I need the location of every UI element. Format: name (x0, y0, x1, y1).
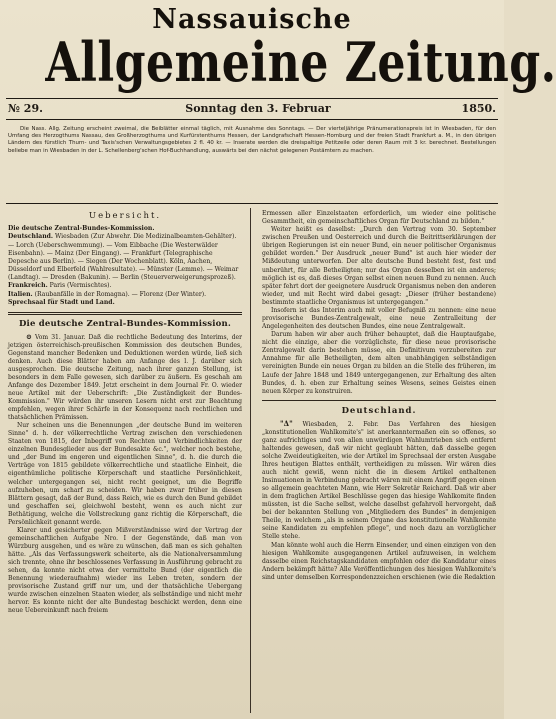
toc-entry: Frankreich. Paris (Vermischtes). (8, 282, 112, 290)
subscription-notice (8, 126, 496, 155)
section-rule (262, 400, 496, 401)
article-body (8, 333, 242, 616)
article-paragraph: Darum haben wir aber auch früher behauptet, daß die Hauptaufgabe, nicht die einzige, aber die vorzüglichste, für diese neue provisorische Zentralgewalt darin bestehen müsse, ein Definitivum vorzubereiten zur Annahme für alle Betheiligten, dem alten unabhängigen selbständigen vereinigten Bunde ein neues Organ zu bilden an die Stelle des früheren, im Laufe der Jahre 1848 und 1849 untergegangenen, zur Erhaltung des alten Bundes, d. h. eben zur Erhaltung seines Wesens, seines Geistes einen neuen Körper zu konstruiren. (262, 331, 496, 395)
article-body (262, 420, 496, 582)
article-paragraph: Ermessen aller Einzelstaaten erforderlich, um wieder eine politische Gesammtheit, ein gemeinschaftliches Organ für Deutschland zu bilden." (262, 210, 496, 226)
toc-title: Uebersicht. (88, 211, 162, 221)
notice-rule (6, 203, 498, 204)
article-paragraph: Weiter heißt es daselbst: „Durch den Vertrag vom 30. September zwischen Preußen und Oesterreich und durch die Beitrittserklärungen der übrigen Regierungen ist ein neuer Bund, ein neuer politischer Organismus gebildet worden." Der Ausdruck „neuer Bund" ist auch hier wieder der Mißdeutung unterworfen. Der alte deutsche Bund besteht fest, fest und unberührt, für alle Betheiligten; nur das Organ desselben ist ein anderes; möglich ist es, daß dieses Organ selbst einen neuen Bund zu nennen. Auch später fehrt dort der geeignetere Ausdruck Organismus neben den anderen wieder, und mit Recht wird dabei gesagt: „Dieser (früher bestandene) bestimmte staatliche Organismus ist untergegangen." (262, 226, 496, 306)
toc-entry: Italien. (Raubanfälle in der Romagna). — Florenz (Der Winter). (8, 290, 207, 298)
left-column (8, 210, 242, 616)
toc-entry: Sprechsaal für Stadt und Land. (8, 299, 115, 307)
issue-number: № 29. (8, 102, 43, 115)
right-column (262, 210, 496, 582)
column-divider (250, 208, 251, 713)
article-title: Die deutsche Zentral-Bundes-Kommission. (18, 318, 232, 329)
article-paragraph: Nur scheinen uns die Benennungen „der deutsche Bund im weiteren Sinne" d. h. der völkerrechtliche Vertrag zwischen den verschiedenen Staaten von 1815, der Inbegriff von Rechten und Verbindlichkeiten der einzelnen Bundesglieder aus der Bundesakte &c.", welcher noch bestehe, und „der Bund im engeren und eigentlichen Sinne", d. h. die durch die Verträge von 1815 gebildete völkerrechtliche und staatliche Einheit, die eigenthümliche politische Körperschaft und staatliche Persönlichkeit, welcher untergegangen sei, nicht recht geeignet, um die Begriffe aufzuheben, um scharf zu scheiden. Wir haben zwar früher in diesen Blättern gesagt, daß der Bund, dass Reich, wie es durch den Bund gebildet und geschaffen sei, gleichwohl besteht, wenn es auch nicht zur Bethätigung, welche die Vollstreckung ganz richtig die Körperschaft, die Persönlichkeit genannt werde. (8, 422, 242, 526)
article-paragraph: Man könnte wohl auch die Herrn Einsender, und einen einzigen von den hiesigen Wahlkomite ausgegangenen Artikel aufzuweisen, in welchem dasselbe einen Reichstagskandidaten empfohlen oder die Kandidatur eines Andern bekämpft hätte? Alle Veröffentlichungen des hiesigen Wahlkomite's sind unter demselben Korrespondenzzeichen erschienen (wie die Redaktion (262, 541, 496, 581)
masthead-rule-top (6, 98, 498, 99)
dateline (8, 102, 496, 118)
article-paragraph: "Δ" Wiesbaden, 2. Febr. Das Verfahren des hiesigen „konstitutionellen Wahlkomite's" ist anerkanntermaßen ein so offenes, so ganz aufrichtiges und von allen unwürdigen Wahlumtrieben sich entfernt haltendes gewesen, daß wir nicht geglaubt hätten, daß dasselbe gegen solche Zweideutigkeiten, wie der Artikel im Sprechsaal der ersten Ausgabe Ihres heutigen Blattes enthält, vertheidigen zu müssen. Wir wären dies auch nicht gewiß, wenn nicht die in diesem Artikel enthaltenen Insinuationen in Verbindung gebracht wären mit einem Angriff gegen einen so allgemein geachteten Mann, wie Herr Sekretär Reichard. Daß wir aber in dem fraglichen Artikel Beschlüsse gegen das hiesige Wahlkomite finden müssten, ist die Sache selbst, welche daselbst gefahrvoll hervorgeht, daß bei der bekannten Stellung von „Mitgliedern des Bundes" in demjenigen Theile, in welchem „als in seinem Organe das konstitutionelle Wahlkomite seine Kandidaten zu empfehlen pflege", und noch dazu an vorzüglicher Stelle stehe. (262, 418, 496, 541)
table-of-contents (8, 225, 242, 308)
article-paragraph: Insofern ist das Interim auch mit voller Befugniß zu nennen: eine neue provisorische Bundes-Zentralgewalt, eine neue Zentralleitung der Angelegenheiten des deutschen Bundes, eine neue Zentralgewalt. (262, 306, 496, 331)
masthead-title: Allgemeine Zeitung. (45, 30, 556, 94)
toc-entry: Deutschland. Wiesbaden (Zur Abwehr. Die Medizinalbeamten-Gehälter). — Lorch (Ueberschwemmung). — Vom Eibbache (Die Westerwälder Eisenbahn). — Mainz (Der Eingang). — Frankfurt (Telegraphische Depesche aus Berlin). — Siegen (Der Wochenblatt). Köln, Aachen, Düsseldorf und Elberfeld (Wahlresultate). — Münster (Lemme). — Weimar (Landtag). — Dresden (Bakunin). — Berlin (Steuerverweigerungsprozeß). (8, 233, 239, 281)
correspondent-mark-icon: ⊙ (26, 331, 32, 341)
notice-paragraph: Die Nass. Allg. Zeitung erscheint zweimal, die Beiblätter einmal täglich, mit Ausnahme des Sonntags. — Der vierteljährige Pränumerationspreis ist in Wiesbaden, für den Umfang des Herzogthums Nassau, des Großherzogthums und Kurfürstenthums Hessen, der Landgrafschaft Hessen-Homburg und der freien Stadt Frankfurt a. M., in den übrigen Ländern des fürstlich Thurn- und Taxis'schen Verwaltungsgebietes 2 fl. 40 kr. — Inserate werden die dreispaltige Petitzeile oder deren Raum mit 3 kr. berechnet. Bestellungen beliebe man in Wiesbaden in der L. Schellenberg'schen Hof-Buchhandlung, auswärts bei den nächst gelegenen Postämtern zu machen. (8, 126, 496, 154)
masthead-line1: Nassauische (152, 4, 352, 35)
issue-year: 1850. (461, 102, 496, 115)
dateline-rule (6, 119, 498, 120)
article-paragraph: Klarer und gesicherter gegen Mißverständnisse wird der Vertrag der gemeinschaftlichen Aufgabe Nro. I der Gegenstände, daß man von Würzburg ausgehen, und es wäre zu wünschen, daß man es sich gehalten hätte. „Als das Verfassungswerk scheiterte, als die Nationalversammlung sich trennte, ohne ihr beschlossenes Verfassung in Ausführung gebracht zu sehen, da konnte nicht etwa der vermittelte Bund (der eigentlich die Benennung wiederaufnahm) wieder ins Leben treten, sondern der provisorische Zustand griff nur um, und der thatsächliche Uebergang wurde zwischen einzelnen Staaten wieder, als selbständige und nicht mehr hervor. Es konnte nicht der alte Bundestag beschickt werden, denn eine neue Uebereinkunft nach freiem (8, 527, 242, 615)
correspondent-mark-icon: "Δ" (280, 418, 293, 428)
toc-entry: Die deutsche Zentral-Bundes-Kommission. (8, 225, 155, 232)
section-rule (8, 312, 242, 315)
article-continuation (262, 210, 496, 396)
issue-date: Sonntag den 3. Februar (185, 102, 331, 115)
article-paragraph: ⊙ Vom 31. Januar. Daß die rechtliche Bedeutung des Interims, der jetzigen österreichisch-preußischen Kommission des deutschen Bundes, Gegenstand mancher Bedenken und Deduktionen werden würde, ließ sich denken. Auch diese Blätter haben am Anfange des l. J. darüber sich ausgesprochen. Die deutsche Zeitung, nach ihrer ganzen Stellung, ist besonders in dem Falle gewesen, sich darüber zu äußern. Es geschah am Anfange des Dezember 1849. Jetzt erscheint in dem Journal Fr. O. wieder neue Artikel mit der Ueberschrift: „Die Zuständigkeit der Bundes-Kommission." Wir würden ihr unseren Lesern nicht erst zur Beachtung empfehlen, wegen ihrer Schärfe in der Konsequenz nach rechtlichen und thatsächlichen Prämissen. (8, 331, 242, 421)
section-title-deutschland: Deutschland. (341, 405, 417, 416)
